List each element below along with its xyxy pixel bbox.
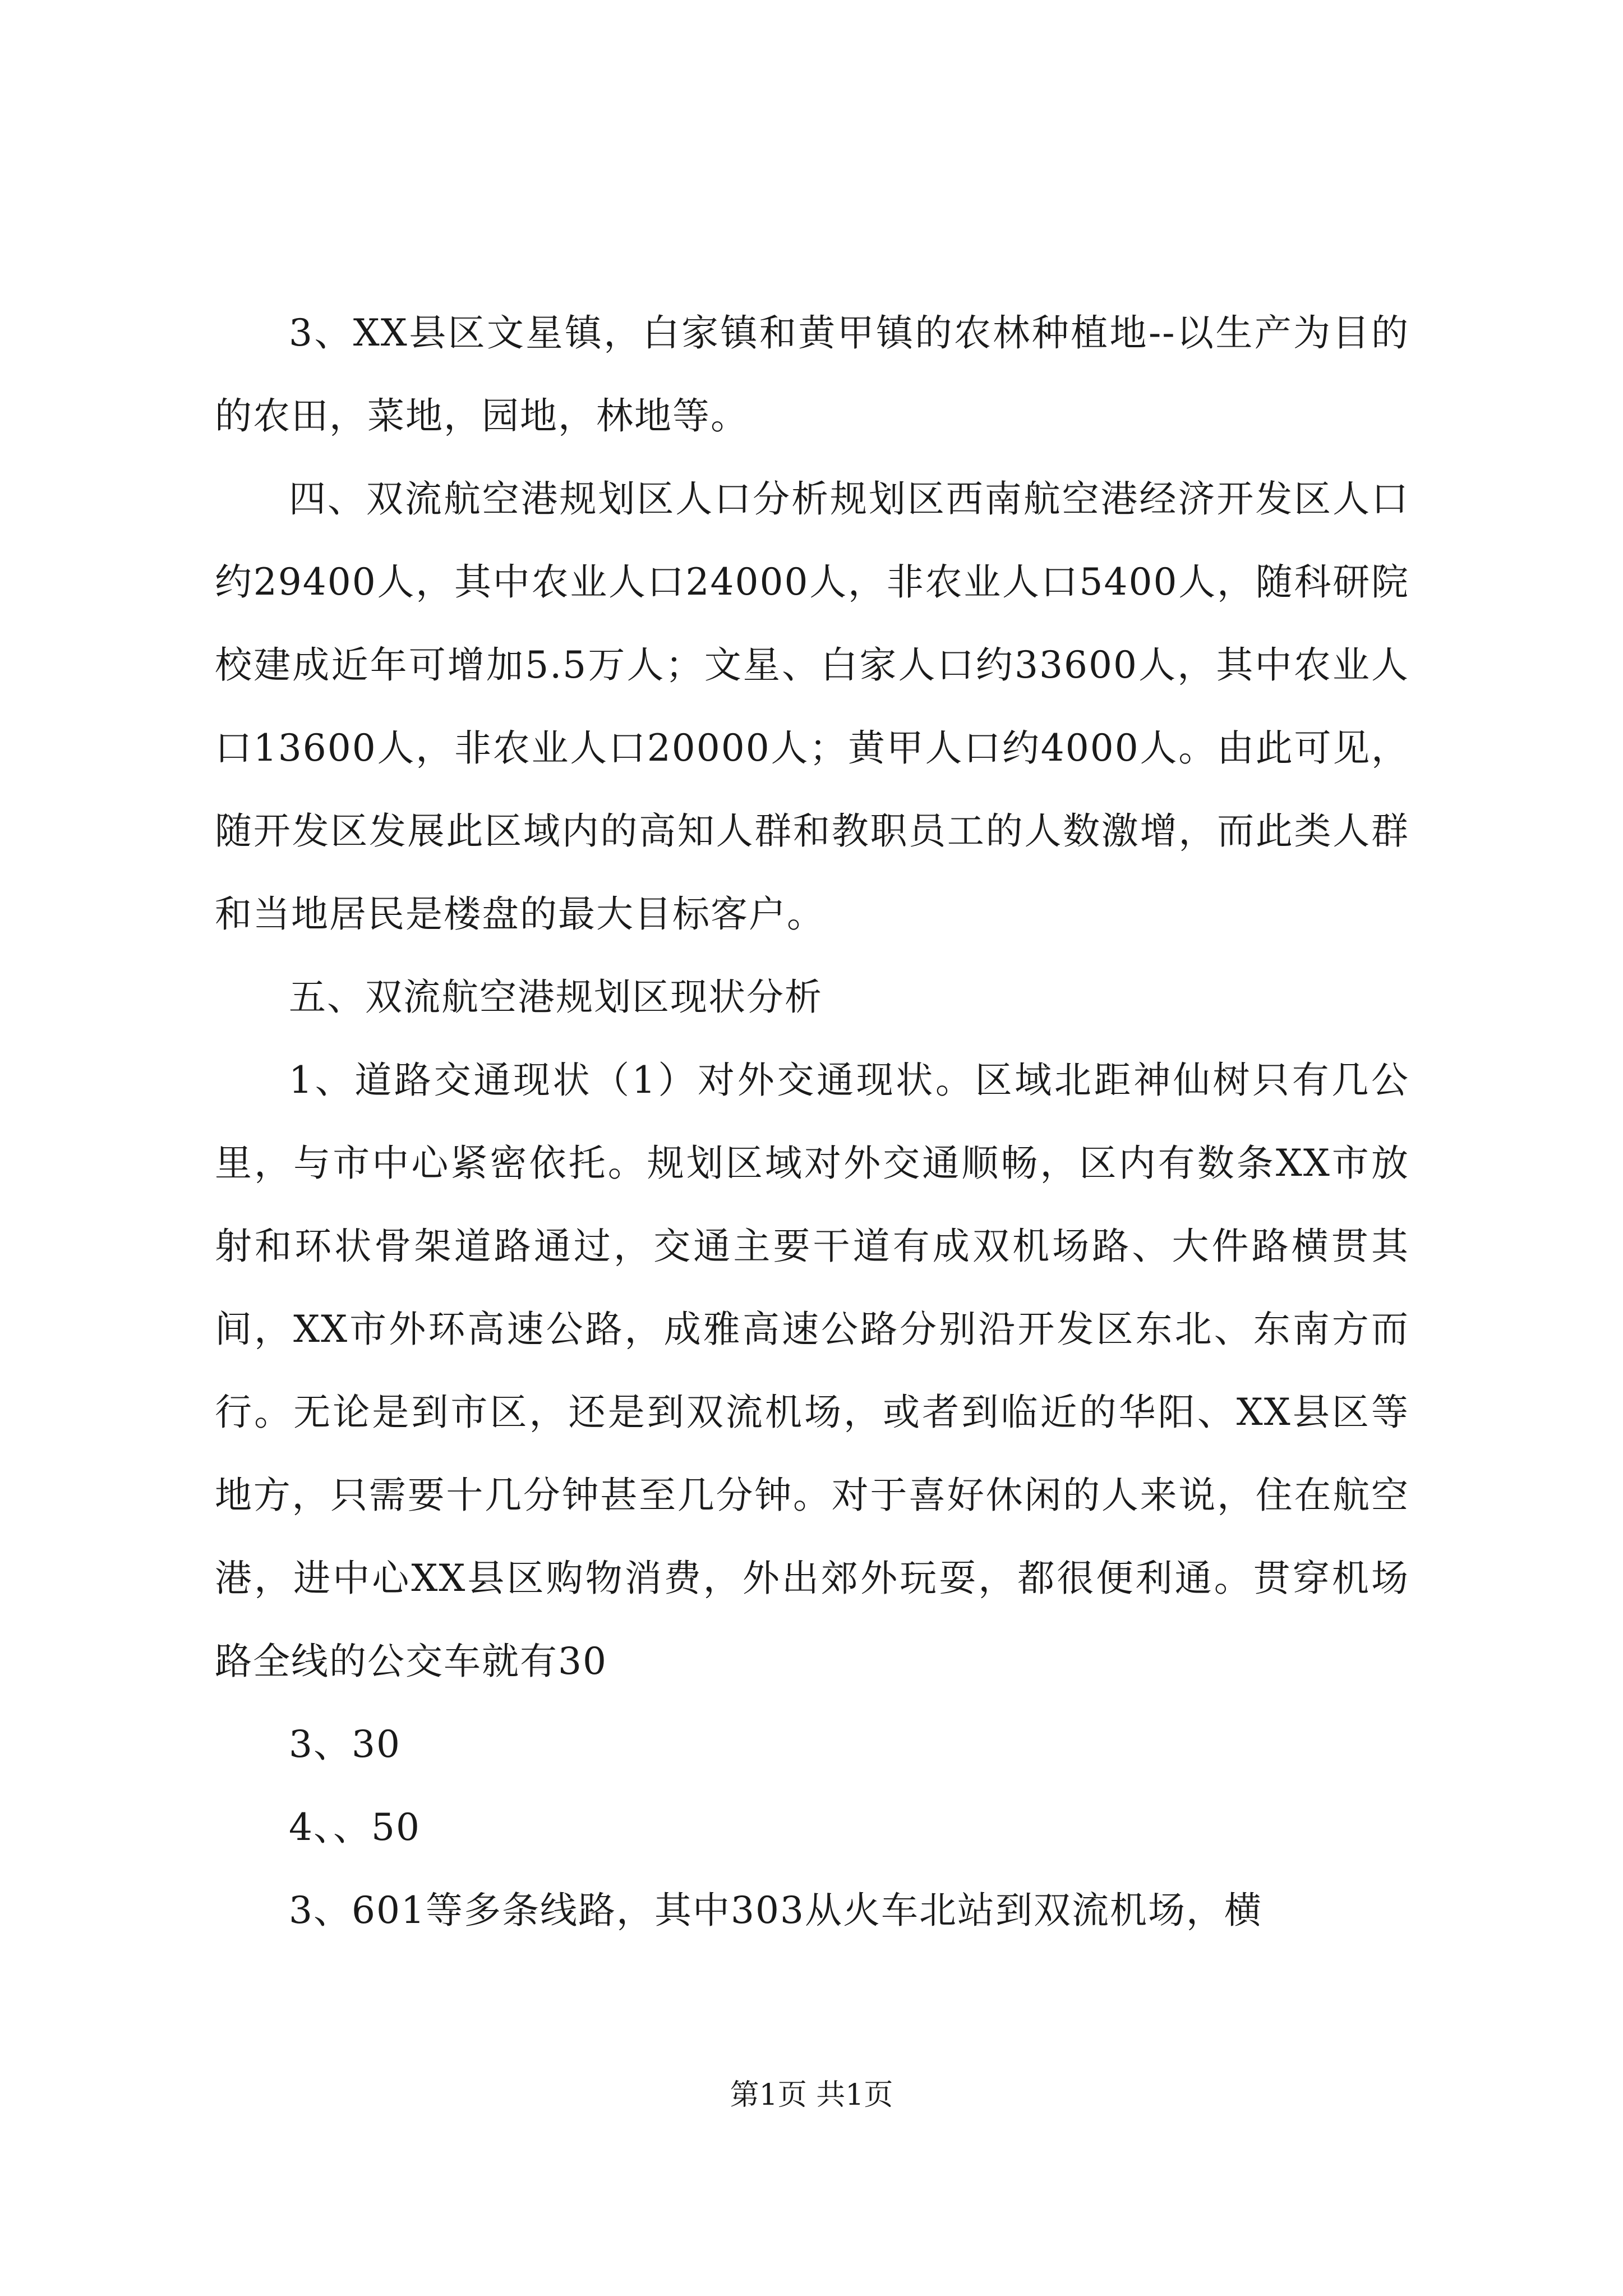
paragraph-population-analysis: 四、双流航空港规划区人口分析规划区西南航空港经济开发区人口约29400人，其中农业人口24000人，非农业人口5400人，随科研院校建成近年可增加5.5万人；文星、白家人口约33600人，其中农业人口13600人，非农业人口20000人；黄甲人口约4000人。由此可见，随开发区发展此区域内的高知人群和教职员工的人数激增，而此类人群和当地居民是楼盘的最大目标客户。 [215, 477, 1409, 936]
page-footer: 第1页 共1页 [730, 2078, 893, 2112]
paragraph-farmland: 3、XX县区文星镇，白家镇和黄甲镇的农林种植地--以生产为目的的农田，菜地，园地，林地等。 [215, 311, 1409, 438]
paragraph-bus-line-601: 3、601等多条线路，其中303从火车北站到双流机场，横 [289, 1889, 1262, 1932]
paragraph-traffic-status: 1、道路交通现状（1）对外交通现状。区域北距神仙树只有几公里，与市中心紧密依托。规划区域对外交通顺畅，区内有数条XX市放射和环状骨架道路通过，交通主要干道有成双机场路、大件路横贯其间，XX市外环高速公路，成雅高速公路分别沿开发区东北、东南方而行。无论是到市区，还是到双流机场，或者到临近的华阳、XX县区等地方，只需要十几分钟甚至几分钟。对于喜好休闲的人来说，住在航空港，进中心XX县区购物消费，外出郊外玩耍，都很便利通。贯穿机场路全线的公交车就有30 [215, 1059, 1409, 1683]
paragraph-bus-line-50: 4、、50 [289, 1806, 421, 1849]
paragraph-bus-line-30: 3、30 [289, 1723, 401, 1766]
document-body [215, 292, 1409, 1952]
section-heading-status-analysis: 五、双流航空港规划区现状分析 [289, 976, 823, 1019]
